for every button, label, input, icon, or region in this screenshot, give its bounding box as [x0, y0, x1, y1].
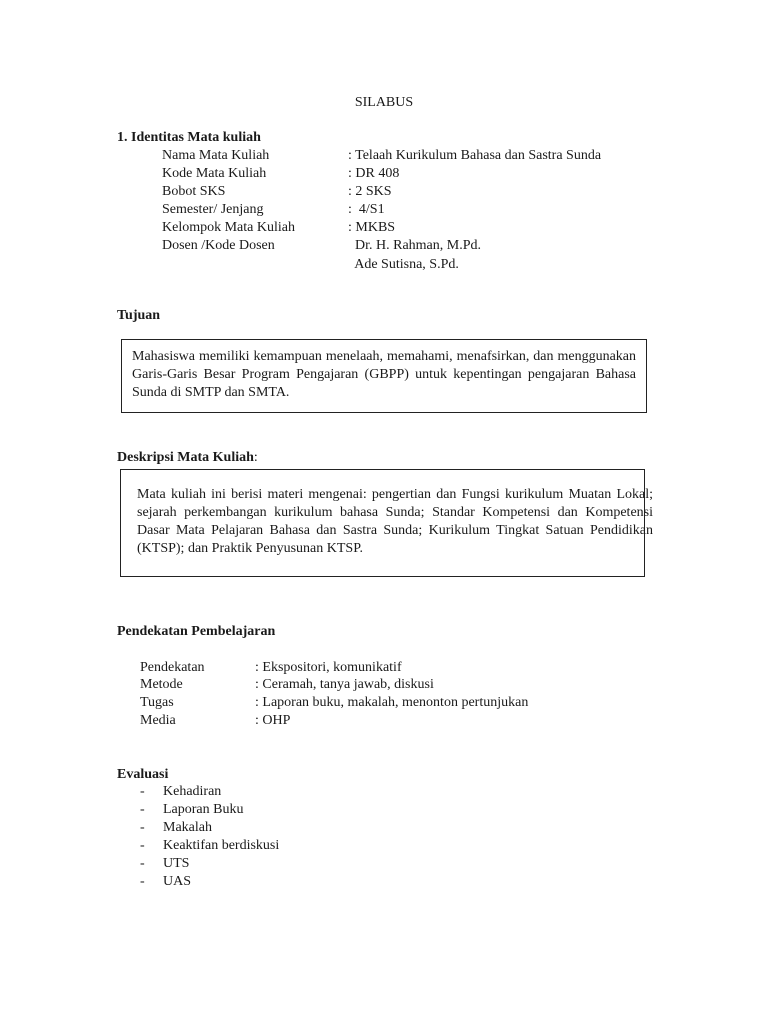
evaluasi-item: Makalah	[163, 820, 212, 835]
media-value: : OHP	[255, 713, 291, 728]
evaluasi-bullet: -	[140, 802, 145, 817]
identitas-value-dosen-2: Ade Sutisna, S.Pd.	[348, 257, 459, 272]
evaluasi-bullet: -	[140, 784, 145, 799]
tugas-label: Tugas	[140, 695, 174, 710]
identitas-label-nama: Nama Mata Kuliah	[162, 148, 270, 163]
pendekatan-value: : Ekspositori, komunikatif	[255, 660, 402, 675]
evaluasi-item: Laporan Buku	[163, 802, 244, 817]
evaluasi-item: UTS	[163, 856, 190, 871]
identitas-label-bobot: Bobot SKS	[162, 184, 226, 199]
evaluasi-bullet: -	[140, 856, 145, 871]
deskripsi-text: Mata kuliah ini berisi materi mengenai: pengertian dan Fungsi kurikulum Muatan Lokal; sejarah perkembangan kurikulum bahasa Sunda; Standar Kompetensi dan Kompetensi Dasar Mata Pelajaran Bahasa dan Sastra Sunda; Kurikulum Tingkat Satuan Pendidikan (KTSP); dan Praktik Penyusunan KTSP.	[137, 487, 653, 556]
evaluasi-item: UAS	[163, 874, 192, 889]
identitas-value-dosen-1: Dr. H. Rahman, M.Pd.	[348, 238, 481, 253]
evaluasi-item: Kehadiran	[163, 784, 222, 799]
pendekatan-heading: Pendekatan Pembelajaran	[117, 624, 276, 639]
evaluasi-bullet: -	[140, 820, 145, 835]
identitas-heading: 1. Identitas Mata kuliah	[117, 130, 261, 145]
metode-value: : Ceramah, tanya jawab, diskusi	[255, 677, 434, 692]
evaluasi-bullet: -	[140, 874, 145, 889]
tugas-value: : Laporan buku, makalah, menonton pertunjukan	[255, 695, 529, 710]
metode-label: Metode	[140, 677, 183, 692]
pendekatan-label: Pendekatan	[140, 660, 205, 675]
identitas-value-bobot: : 2 SKS	[348, 184, 392, 199]
identitas-label-kelompok: Kelompok Mata Kuliah	[162, 220, 295, 235]
identitas-label-kode: Kode Mata Kuliah	[162, 166, 267, 181]
deskripsi-heading-colon: :	[253, 450, 258, 465]
evaluasi-heading: Evaluasi	[117, 767, 169, 782]
tujuan-heading: Tujuan	[117, 308, 161, 323]
deskripsi-heading-line	[117, 449, 258, 467]
identitas-value-nama: : Telaah Kurikulum Bahasa dan Sastra Sunda	[348, 148, 602, 163]
tujuan-box	[121, 339, 647, 413]
media-label: Media	[140, 713, 176, 728]
identitas-value-kelompok: : MKBS	[348, 220, 396, 235]
deskripsi-heading: Deskripsi Mata Kuliah	[117, 450, 254, 465]
document-title: SILABUS	[354, 95, 414, 110]
identitas-value-semester: : 4/S1	[348, 202, 385, 217]
evaluasi-bullet: -	[140, 838, 145, 853]
evaluasi-item: Keaktifan berdiskusi	[163, 838, 280, 853]
identitas-value-kode: : DR 408	[348, 166, 400, 181]
identitas-label-semester: Semester/ Jenjang	[162, 202, 264, 217]
tujuan-text: Mahasiswa memiliki kemampuan menelaah, memahami, menafsirkan, dan menggunakan Garis-Garis Besar Program Pengajaran (GBPP) untuk kepentingan pengajaran Bahasa Sunda di SMTP dan SMTA.	[132, 349, 636, 400]
identitas-label-dosen: Dosen /Kode Dosen	[162, 238, 275, 253]
